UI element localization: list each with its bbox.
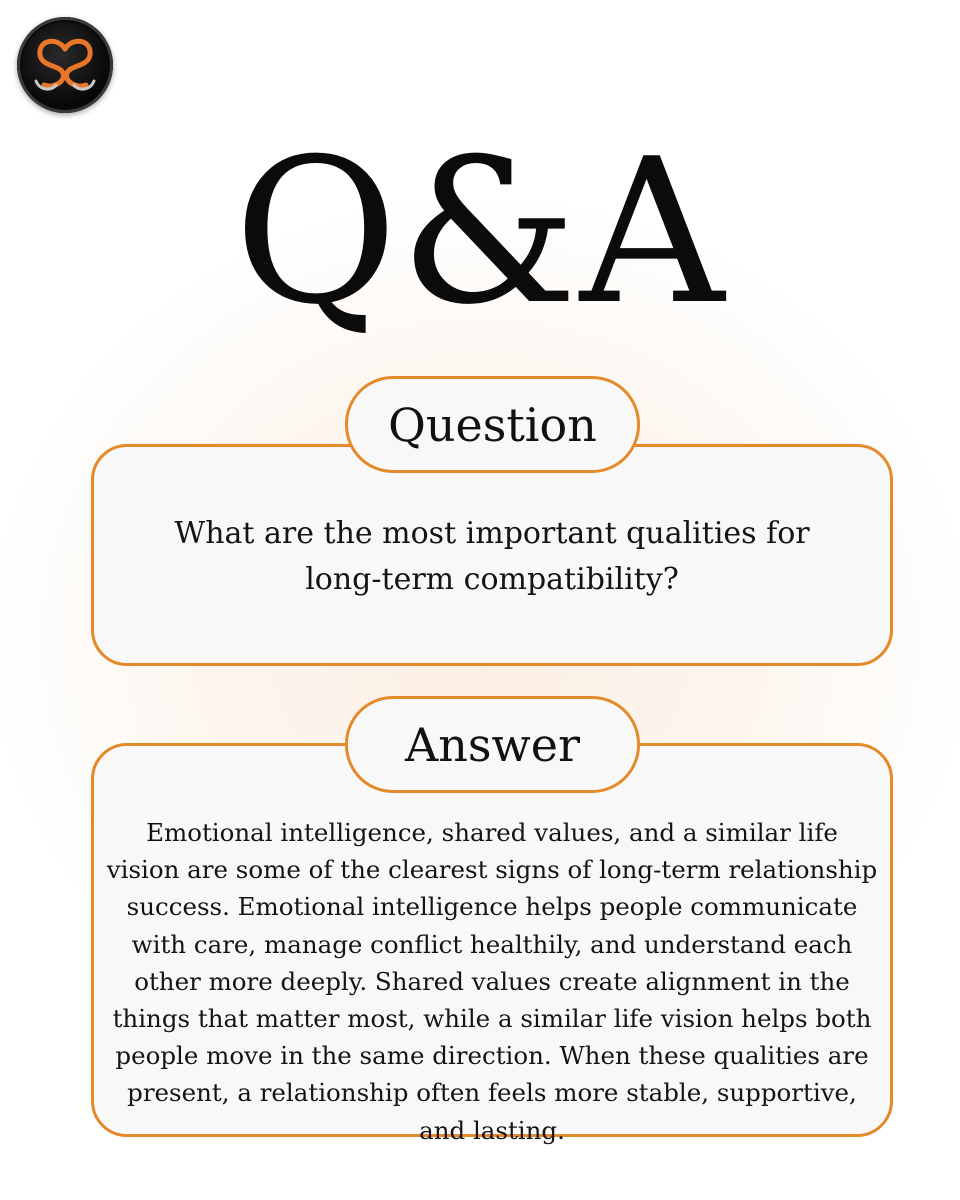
question-card [91, 444, 893, 666]
question-label-pill: Question [345, 376, 640, 473]
interlocked-s-heart-icon [30, 35, 100, 95]
brand-logo [17, 17, 113, 113]
page-title: Q&A [233, 116, 727, 349]
answer-text: Emotional intelligence, shared values, and a similar life vision are some of the clearest signs of long-term relationship success. Emotional intelligence helps people communicate with care, manage conflict healthily, and understand each other more deeply. Shared values create alignment in the things that matter most, while a similar life vision helps both people move in the same direction. When these qualities are present, a relationship often feels more stable, supportive, and lasting. [106, 818, 878, 1145]
question-text: What are the most important qualities for long-term compatibility? [174, 516, 810, 597]
answer-label-pill: Answer [345, 696, 640, 793]
answer-card [91, 743, 893, 1145]
